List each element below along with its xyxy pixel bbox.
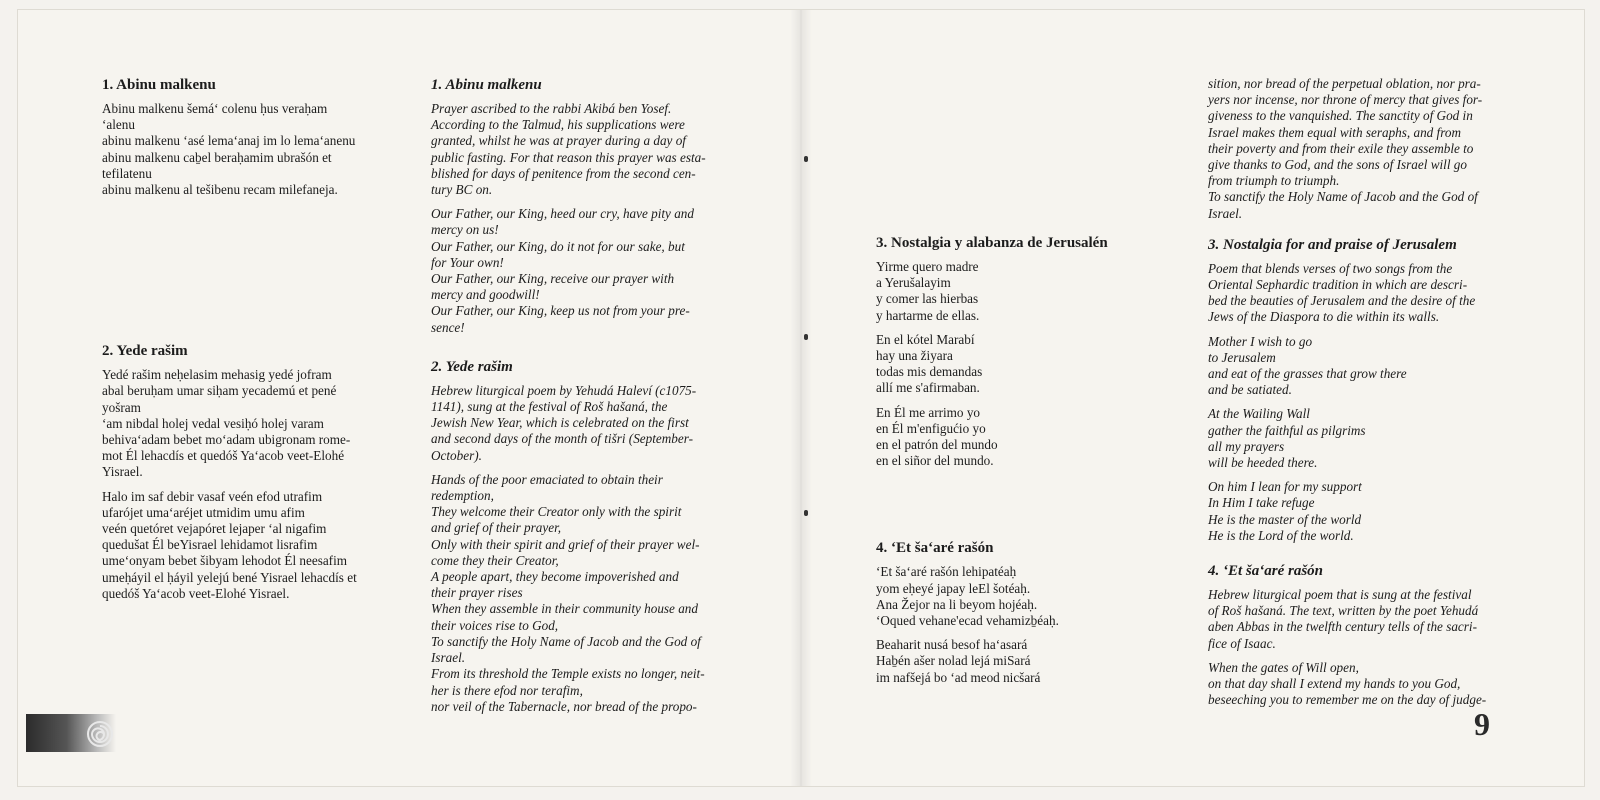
poem-stanza: Yedé rašim neḥelasim mehasig yedé jofram abal beruḥam umar siḥam yecademú et pené yošram ‘am nibdal holej vedal vesiḥó holej varam behiva‘adam bebet mo‘adam ubigronam rome- mot Él lehacdís et quedóš Ya‘acob veet-Elohé Yisrael. (102, 367, 351, 480)
binding-mark (804, 156, 808, 162)
poem-stanza: At the Wailing Wall gather the faithful as pilgrims all my prayers will be heeded there. (1208, 406, 1366, 471)
booklet-spread (18, 10, 1584, 786)
section-1-translation (431, 76, 736, 336)
section-1-abinu-malkenu (102, 76, 402, 198)
column-english-translation-right (1208, 76, 1518, 731)
section-intro: Hebrew liturgical poem that is sung at the festival of Roš hašaná. The text, written by the poet Yehudá aben Abbas in the twelfth century tells of the sacri- fice of Isaac. (1208, 587, 1479, 651)
poem-stanza: Beaharit nusá besof ha‘asará Haḇén ašer nolad lejá miSará im nafšejá bo ‘ad meod nicšará (876, 637, 1041, 685)
column-english-translation-left (431, 76, 736, 737)
section-intro: Poem that blends verses of two songs from the Oriental Sephardic tradition in which are descri- bed the beauties of Jerusalem and the desire of the Jews of the Diaspora to die within its walls. (1208, 260, 1476, 325)
section-title: 4. ‘Et ša‘aré rašón (1208, 563, 1324, 580)
section-2-yede-rasim (102, 342, 402, 602)
section-4-et-saare-rason (876, 539, 1176, 685)
book-gutter (790, 10, 812, 786)
binding-mark (804, 334, 808, 340)
left-page (18, 10, 801, 786)
section-3-translation (1208, 236, 1518, 544)
section-title: 1. Abinu malkenu (102, 77, 216, 93)
column-hebrew-transliteration (102, 76, 402, 624)
poem-stanza: Mother I wish to go to Jerusalem and eat of the grasses that grow there and be satiated. (1208, 333, 1407, 398)
continued-translation: sition, nor bread of the perpetual oblation, nor pra- yers nor incense, nor throne of mercy that gives for- giveness to the vanquished. The sanctity of God in Israel makes them equal with seraphs, and from their poverty and from their exile they assemble to give thanks to God, and the sons of Israel will go from triumph to triumph. To sanctify the Holy Name of Jacob and the God of Israel. (1208, 76, 1483, 221)
section-2-translation (431, 358, 736, 715)
page-number: 9 (1474, 706, 1490, 742)
spiral-logo-icon (86, 720, 114, 748)
section-3-nostalgia (876, 234, 1176, 469)
section-title: 3. Nostalgia for and praise of Jerusalem (1208, 236, 1457, 253)
column-judeo-spanish (876, 234, 1176, 708)
poem-stanza: ‘Et ša‘aré rašón lehipatéaḥ yom eḥeyé japay leEl šotéaḥ. Ana Žejor na li beyom hojéaḥ. ‘Oqued vehane'ecad vehamizḇéaḥ. (876, 564, 1059, 629)
poem-stanza: Halo im saf debir vasaf veén efod utrafim ufarójet uma‘aréjet utmidim umu afim veén quetóret vejapóret lejaper ‘al nigafim quedušat Él beYisrael lehidamot lisrafim ume‘onyam bebet šibyam lehodot Él neesafim umeḥáyil el ḥáyil yelejú bené Yisrael lehacdís et quedóš Ya‘acob veet-Elohé Yisrael. (102, 488, 357, 601)
section-intro: Prayer ascribed to the rabbi Akibá ben Yosef. According to the Talmud, his supplications were granted, whilst he was at prayer during a day of public fasting. For that reason this prayer was esta- blished for days of penitence from the second cen- tury BC on. (431, 101, 706, 198)
poem-stanza: Yirme quero madre a Yerušalayim y comer las hierbas y hartarme de ellas. (876, 259, 980, 323)
poem-stanza: On him I lean for my support In Him I take refuge He is the master of the world He is the Lord of the world. (1208, 479, 1362, 543)
translation-text: Hands of the poor emaciated to obtain their redemption, They welcome their Creator only with the spirit and grief of their prayer, Only with their spirit and grief of their prayer wel- come they their Creator, A people apart, they become impoverished and their prayer rises When they assemble in their community house and their voices rise to God, To sanctify the Holy Name of Jacob and the God of Israel. From its threshold the Temple exists no longer, neit- her is there efod nor terafim, nor veil of the Tabernacle, nor bread of the propo- (431, 471, 705, 714)
binding-mark (804, 510, 808, 516)
poem-stanza: En Él me arrimo yo en Él m'enfigućio yo en el patrón del mundo en el siñor del mundo. (876, 404, 998, 469)
section-title: 3. Nostalgia y alabanza de Jerusalén (876, 235, 1108, 251)
section-title: 1. Abinu malkenu (431, 77, 542, 93)
section-title: 2. Yede rašim (102, 343, 188, 360)
translation-text: Our Father, our King, heed our cry, have pity and mercy on us! Our Father, our King, do it not for our sake, but for Your own! Our Father, our King, receive our prayer with mercy and goodwill! Our Father, our King, keep us not from your pre- sence! (431, 206, 694, 335)
section-title: 2. Yede rašim (431, 358, 513, 375)
poem-stanza: En el kótel Marabí hay una žiyara todas mis demandas allí me s'afirmaban. (876, 331, 983, 396)
translation-text: When the gates of Will open, on that day shall I extend my hands to you God, beseeching you to remember me on the day of judge- (1208, 659, 1487, 708)
poem-text: Abinu malkenu šemá‘ colenu ḥus veraḥam ‘alenu abinu malkenu ‘asé lema‘anaj im lo lema‘anenu abinu malkenu caḇel beraḥamim ubrašón et tefilatenu abinu malkenu al tešibenu recam milefaneja. (102, 101, 356, 198)
section-4-translation (1208, 562, 1518, 708)
section-title: 4. ‘Et ša‘aré rašón (876, 540, 994, 557)
section-intro: Hebrew liturgical poem by Yehudá Haleví (c1075- 1141), sung at the festival of Roš hašaná, the Jewish New Year, which is celebrated on the first and second days of the month of tišri (September- October). (431, 382, 697, 463)
